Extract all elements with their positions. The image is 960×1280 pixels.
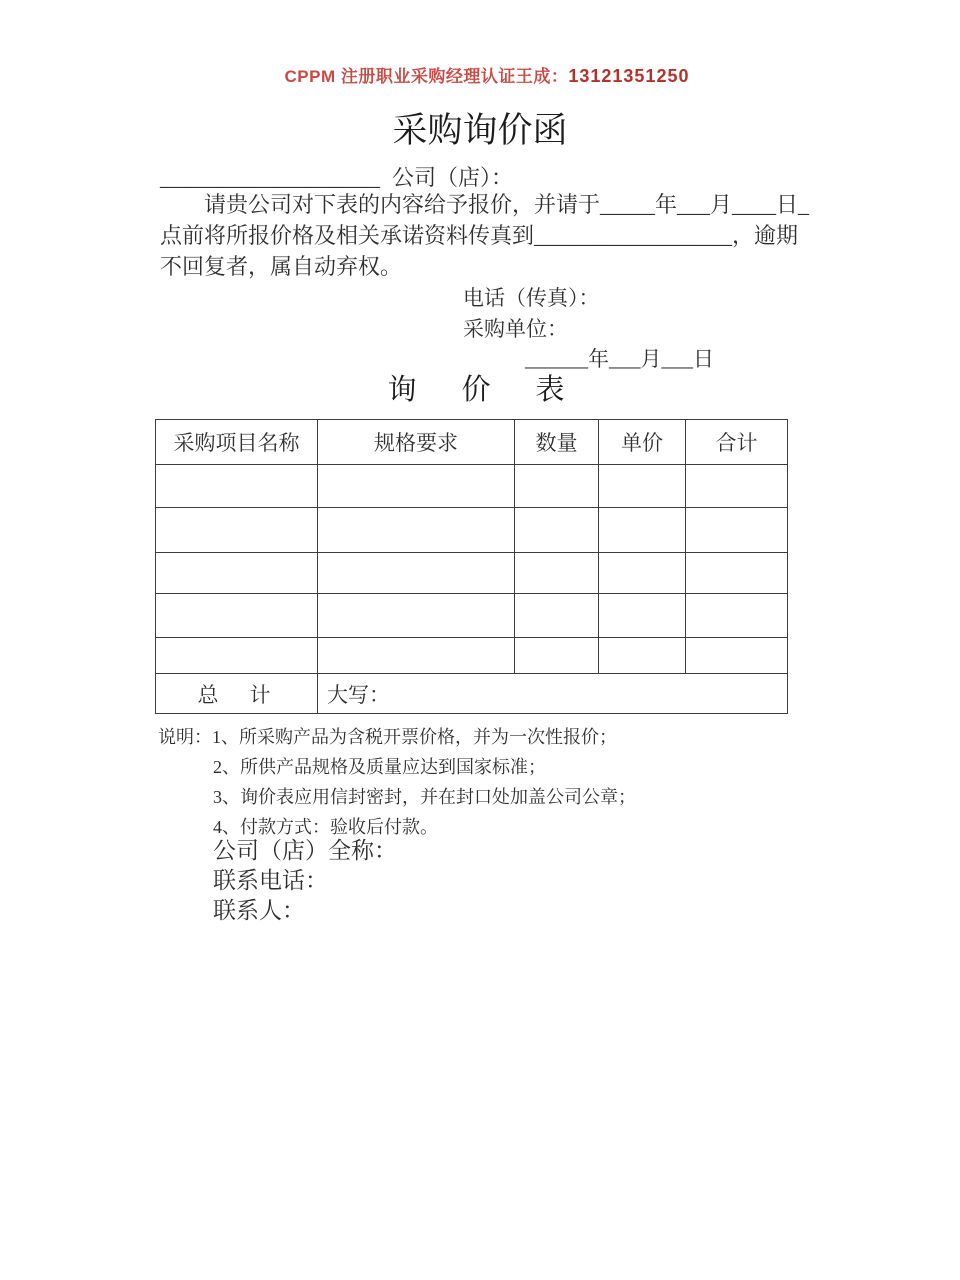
certification-phone: 13121351250 (568, 66, 690, 86)
page-title: 采购询价函 (392, 111, 568, 150)
table-cell (515, 553, 599, 594)
table-row (156, 594, 788, 638)
table-cell (515, 594, 599, 638)
table-title: 询 价 表 (387, 374, 573, 406)
note-item: 4、付款方式：验收后付款。 (213, 817, 438, 837)
table-cell (318, 594, 515, 638)
table-cell (599, 594, 686, 638)
table-cell (686, 465, 788, 508)
note-line (158, 722, 838, 752)
table-cell (156, 465, 318, 508)
table-cell (156, 508, 318, 553)
table-cell (156, 638, 318, 674)
addressee-blank-field: ____________________ (160, 165, 380, 190)
certification-text: CPPM 注册职业采购经理认证王成： (284, 67, 569, 86)
body-line: 点前将所报价格及相关承诺资料传真到__________________，逾期 (160, 223, 799, 248)
table-cell (686, 594, 788, 638)
table-cell (515, 508, 599, 553)
table-cell (515, 638, 599, 674)
table-cell (599, 465, 686, 508)
total-label-cell: 总 计 (156, 674, 318, 714)
signature-block (463, 283, 600, 345)
purchaser-label: 采购单位： (463, 317, 568, 341)
column-header-spec: 规格要求 (318, 420, 515, 465)
table-row (156, 465, 788, 508)
footer-contact-block (213, 836, 397, 926)
table-cell (686, 553, 788, 594)
certification-banner (0, 62, 960, 87)
table-cell (156, 553, 318, 594)
notes-section (158, 722, 838, 842)
table-header-row (156, 420, 788, 465)
table-cell (686, 638, 788, 674)
date-blank-line: ______年___月___日 (525, 347, 714, 371)
fax-label: 电话（传真）： (463, 286, 600, 310)
note-item: 1、所采购产品为含税开票价格，并为一次性报价； (212, 727, 617, 747)
column-header-quantity: 数量 (515, 420, 599, 465)
table-cell (318, 465, 515, 508)
table-cell (599, 553, 686, 594)
contact-phone-label: 联系电话： (213, 868, 328, 893)
inquiry-table (155, 419, 788, 714)
table-cell (318, 508, 515, 553)
contact-person-label: 联系人： (213, 898, 305, 923)
table-cell (318, 553, 515, 594)
column-header-unit-price: 单价 (599, 420, 686, 465)
column-header-item-name: 采购项目名称 (156, 420, 318, 465)
addressee-label: 公司（店）： (392, 165, 514, 190)
notes-label: 说明： (158, 727, 212, 747)
inquiry-table-body (156, 465, 788, 674)
table-total-row (156, 674, 788, 714)
table-row (156, 638, 788, 674)
table-cell (686, 508, 788, 553)
table-cell (599, 508, 686, 553)
table-row (156, 553, 788, 594)
table-cell (515, 465, 599, 508)
table-cell (156, 594, 318, 638)
total-amount-words-cell: 大写： (318, 674, 788, 714)
body-line: 不回复者，属自动弃权。 (160, 254, 403, 279)
table-cell (318, 638, 515, 674)
table-row (156, 508, 788, 553)
body-line: 请贵公司对下表的内容给予报价，并请于_____年___月____日_ (204, 192, 810, 217)
note-item: 3、询价表应用信封密封，并在封口处加盖公司公章； (213, 787, 636, 807)
table-cell (599, 638, 686, 674)
company-name-label: 公司（店）全称： (213, 838, 397, 863)
note-item: 2、所供产品规格及质量应达到国家标准； (213, 757, 546, 777)
body-paragraph (160, 189, 815, 282)
column-header-total: 合计 (686, 420, 788, 465)
